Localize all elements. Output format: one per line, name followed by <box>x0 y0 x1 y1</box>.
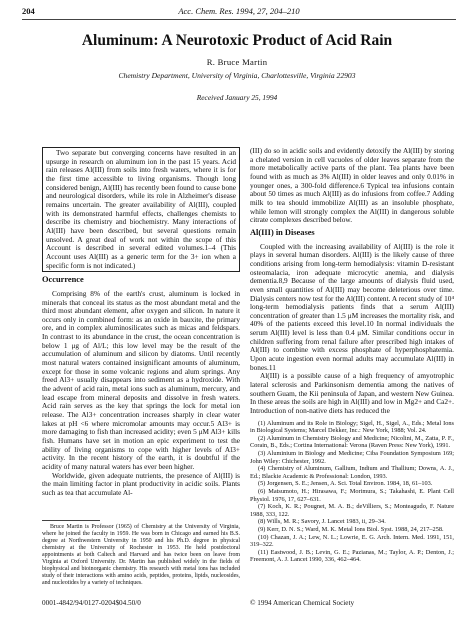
body-paragraph: Coupled with the increasing availability of Al(III) is the role it plays in several human disorders. Al(III) is the likely cause of three conditions arising from long-term hemodialysis: vitamin D-resistant osteomalacia, iron adequate microcytic anemia, and dialysis dementia.8,9 Because of the large amounts of dialysis fluid used, even small quantities of Al(III) may become deleterious over time. Dialysis centers now test for the Al(III) content. A recent study of 10⁴ long-term hemodialysis patients finds that a serum Al(III) concentration of greater than 1.5 μM increases the mortality risk, and 40% of the patients exceed this level.10 In normal individuals the serum Al(III) level is less than 0.4 μM. Similar conditions occur in children suffering from renal failure after prescribed high intakes of Al(III) to combine with excess phosphate of hyperphosphatemia. Upon acute ingestion even normal adults may accumulate Al(III) in bones.11 <box>250 241 454 372</box>
article-author: R. Bruce Martin <box>206 57 268 67</box>
reference-item: (5) Jorgensen, S. E.; Jensen, A. Sci. Total Environ. 1984, 18, 61–103. <box>258 480 433 488</box>
bio-rule <box>42 520 100 521</box>
copyright-notice: © 1994 American Chemical Society <box>250 599 355 607</box>
reference-item: (1) Aluminum and its Role in Biology; Sigel, H., Sigel, A., Eds.; Metal Ions in Biological Systems; Marcel Dekker, Inc.: New York, 1988; Vol. 24. <box>250 419 454 435</box>
left-column <box>42 147 240 498</box>
reference-item: (2) Aluminum in Chemistry Biology and Medicine; Nicolini, M., Zatta, P. F., Corain, B., Eds.; Cortina International: Verona (Raven Press: New York), 1991. <box>250 434 454 450</box>
reference-item: (6) Matsumoto, H.; Hirasawa, F.; Morimura, S.; Takahashi, E. Plant Cell Physiol. 1976, 17, 627–631. <box>250 488 454 503</box>
reference-item: (11) Eastwood, J. B.; Levin, G. E.; Pazianas, M.; Taylor, A. P.; Denton, J.; Freemont, A. J. Lancet 1990, 336, 462–464. <box>250 548 454 564</box>
author-biography: Bruce Martin is Professor (1965) of Chemistry at the University of Virginia, where he joined the faculty in 1959. He was born in Chicago and earned his B.S. degree at Northwestern University in 1950 and his Ph.D. degree in physical chemistry at the University of Rochester in 1953. He held postdoctoral appointments at both Caltech and Harvard and has twice been on leave from Virginia at Oxford University. Dr. Martin has published widely in the fields of biophysical and bioinorganic chemistry. His research with metal ions has included study of their interactions with amino acids, peptides, proteins, lipids, nucleosides, and nucleotides by a variety of techniques. <box>42 524 240 586</box>
section-heading-diseases: Al(III) in Diseases <box>250 227 315 237</box>
received-date: Received January 25, 1994 <box>196 93 278 102</box>
article-title: Aluminum: A Neurotoxic Product of Acid Rain <box>81 32 393 49</box>
article-code: 0001-4842/94/0127-0204$04.50/0 <box>42 599 141 607</box>
reference-item: (10) Chazan, J. A.; Lew, N. L.; Lowrie, E. G. Arch. Intern. Med. 1991, 151, 319–322. <box>250 533 454 549</box>
body-paragraph: (III) do so in acidic soils and evidently detoxify the Al(III) by storing a chelated version in cell vacuoles of older leaves separate from the more metabolically active parts of the plant. Tea plants have been found with as much as 3% Al(III) in older leaves and only 0.01% in younger ones, a 300-fold difference.6 Typical tea infusions contain about 50 times as much Al(III) as do infusions from coffee.7 Adding milk to tea should immobilize Al(III) as an insoluble phosphate, while lemon will strongly complex the Al(III) in dangerous soluble citrate complexes described below. <box>250 146 454 225</box>
author-affiliation: Chemistry Department, University of Virginia, Charlottesville, Virginia 22903 <box>118 71 356 80</box>
reference-item: (9) Kerr, D. N. S.; Ward, M. K. Metal Ions Biol. Syst. 1988, 24, 217–258. <box>258 526 444 533</box>
section-heading-occurrence: Occurrence <box>42 275 84 285</box>
reference-item: (4) Chemistry of Aluminum, Gallium, Indium and Thallium; Downs, A. J., Ed.; Blackie Academic & Professional: London, 1993. <box>250 465 454 480</box>
reference-item: (7) Koch, K. R.; Pougnet, M. A. B.; deVilliers, S.; Monteagudo, F. Nature 1988, 333, 122. <box>250 503 454 518</box>
header-rule <box>22 19 456 20</box>
running-header <box>22 6 456 18</box>
body-paragraph: Worldwide, given adequate nutrients, the presence of Al(III) is the main limiting factor in plant productivity in acidic soils. Plants such as tea that accumulate Al- <box>42 470 240 497</box>
body-paragraph: Comprising 8% of the earth's crust, aluminum is locked in minerals that conceal its status as the most abundant metal and the third most abundant element, after oxygen and silicon. In nature it occurs only in combined form: as an oxide in bauxite, the primary ore, and in complex aluminosilicates such as micas and feldspars. In contrast to its abundance in the crust, the ocean concentration is below 1 μg of Al/L; this low level may be the result of the accumulation of aluminum and silicon by diatoms. Until recently most natural waters contained insignificant amounts of aluminum, except for those in some volcanic regions and alum springs. Any freed Al3+ usually disappears into sediment as a hydroxide. With the advent of acid rain, metal ions such as aluminum, mercury, and lead escape from mineral deposits and dissolve in fresh waters. Acid rain serves as the key that springs the lock for metal ion release. The Al3+ concentration increases sharply in clear water lakes at pH <6 where micromolar amounts may occur.5 Al3+ is more damaging to fish than increased acidity; even 5 μM Al3+ kills fish. Humans have set in motion an epic experiment to test the ability of living organisms to cope with higher levels of Al3+ activity. In the recent history of the earth, it is doubtful if the acidity of many natural waters has ever been higher. <box>42 288 240 471</box>
right-column <box>250 147 454 564</box>
reference-item: (8) Wills, M. R.; Savory, J. Lancet 1983, ii, 29–34. <box>258 518 386 526</box>
reference-list <box>250 420 454 564</box>
abstract-paragraph: Two separate but converging concerns have resulted in an upsurge in research on aluminum ion in the past 15 years. Acid rain releases Al(III) from soils into fresh waters, where it is for the first time accessible to living organisms. Though long considered benign, Al(III) has recently been found to cause bone and neurological disorders, while its role in Alzheimer's disease remains uncertain. The greater availability of Al(III), coupled with its demonstrated harmful effects, challenges chemists to describe its chemistry and biochemistry. Many interactions of Al(III) have been described, but several questions remain unsolved. A great deal of work not within the scope of this Account is described in several edited volumes.1–4 (This Account uses Al(III) as a generic term for the 3+ ion when a specific form is not indicated.) <box>42 147 240 272</box>
journal-citation: Acc. Chem. Res. 1994, 27, 204–210 <box>178 6 300 16</box>
reference-item: (3) Aluminium in Biology and Medicine; Ciba Foundation Symposium 169; John Wiley: Chichester, 1992. <box>250 450 454 465</box>
page-number: 204 <box>22 6 35 16</box>
body-paragraph: Al(III) is a possible cause of a high frequency of amyotrophic lateral sclerosis and Parkinsonism dementia among the natives of southern Guam, the Kii peninsula of Japan, and western New Guinea. In these areas the soils are high in Al(III) and low in Mg2+ and Ca2+. Introduction of non-native diets has reduced the <box>250 371 454 416</box>
